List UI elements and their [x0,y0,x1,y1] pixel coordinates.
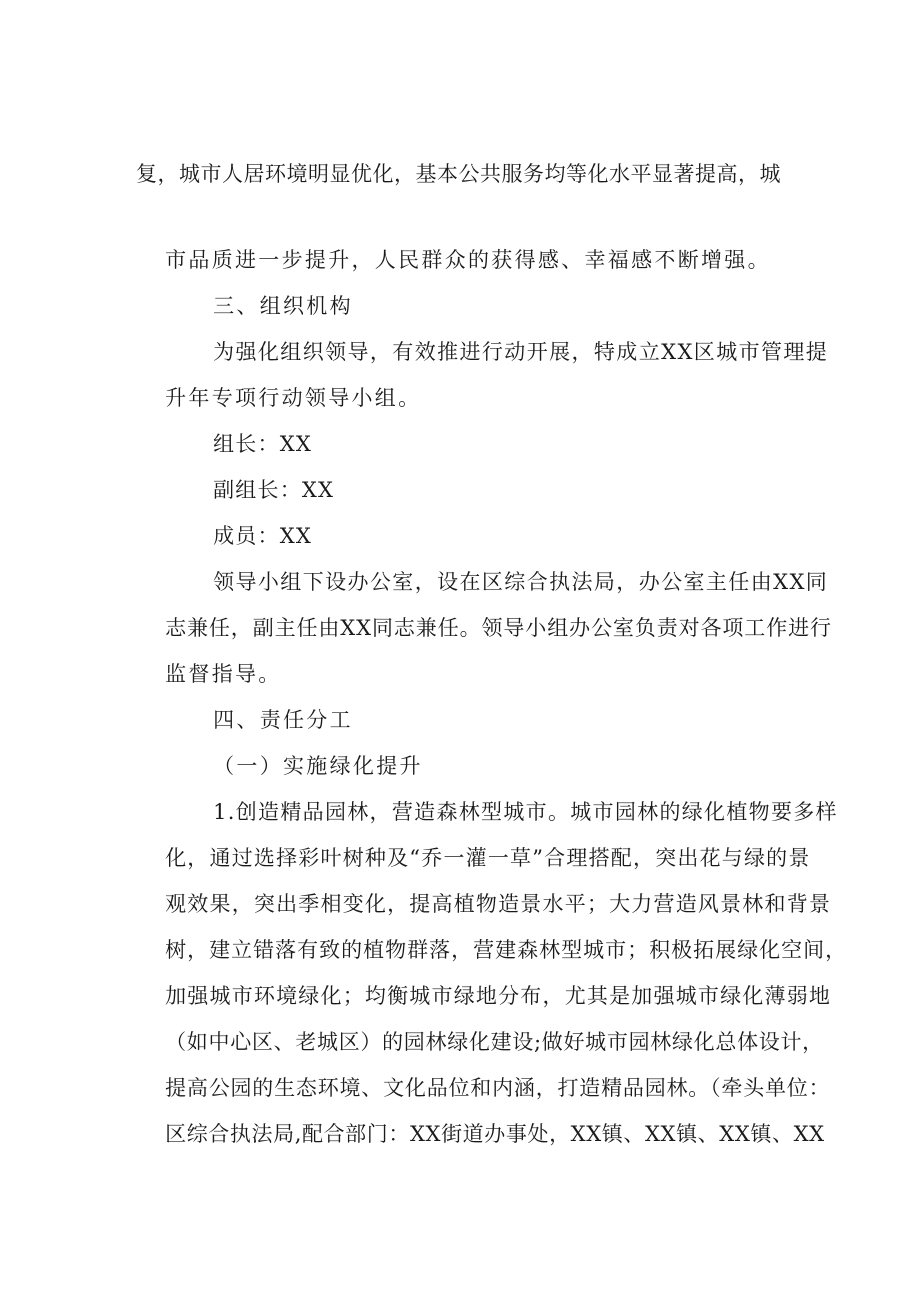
line-text: （如中心区、老城区）的园林绿化建设;做好城市园林绿化总体设计， [165,1030,824,1054]
paragraph-line [136,936,920,1008]
line-text: 化，通过选择彩叶树种及“乔一灌一草”合理搭配，突出花与绿的景 [165,846,811,870]
heading-text: （一）实施绿化提升 [213,754,423,778]
paragraph-line [136,154,786,194]
line-text: 提高公园的生态环境、文化品位和内涵，打造精品园林。（牵头单位： [165,1076,831,1100]
leader-line [184,384,920,456]
paragraph-line [136,890,920,962]
paragraph-line [136,1074,920,1146]
paragraph-line [136,844,920,916]
paragraph-line [136,200,920,272]
line-text: 树，建立错落有致的植物群落，营建森林型城市；积极拓展绿化空间， [165,938,848,962]
heading-text: 三、组织机构 [213,294,353,318]
line-text: 领导小组下设办公室，设在区综合执法局，办公室主任由XX同 [213,570,829,594]
deputy-leader-line [184,430,920,502]
line-text: 区综合执法局,配合部门：XX街道办事处，XX镇、XX镇、XX镇、XX [165,1122,825,1146]
line-text: 1.创造精品园林，营造森林型城市。城市园林的绿化植物要多样 [213,800,838,824]
line-text: 组长：XX [213,432,313,456]
line-text: 副组长：XX [213,478,335,502]
section-heading [184,246,920,318]
paragraph-line [136,338,920,410]
paragraph-line [184,522,920,594]
line-text: 复，城市人居环境明显优化，基本公共服务均等化水平显著提高，城 [136,162,781,186]
paragraph-line [184,292,920,364]
paragraph-line [136,1028,920,1100]
line-text: 成员：XX [213,524,313,548]
subsection-heading [184,706,920,778]
section-heading [184,660,920,732]
line-text: 志兼任，副主任由XX同志兼任。领导小组办公室负责对各项工作进行 [165,616,832,640]
paragraph-line [136,568,920,640]
line-text: 监督指导。 [165,662,282,686]
line-text: 市品质进一步提升，人民群众的获得感、幸福感不断增强。 [165,248,771,272]
line-text: 为强化组织领导，有效推进行动开展，特成立XX区城市管理提 [213,340,829,364]
paragraph-line [136,982,920,1054]
line-text: 加强城市环境绿化；均衡城市绿地分布，尤其是加强城市绿化薄弱地 [165,984,832,1008]
heading-text: 四、责任分工 [213,708,353,732]
line-text: 升年专项行动领导小组。 [165,386,422,410]
paragraph-line [136,798,920,870]
paragraph-line [184,752,920,824]
members-line [184,476,920,548]
line-text: 观效果，突出季相变化，提高植物造景水平；大力营造风景林和背景 [165,892,832,916]
paragraph-line [136,614,920,686]
